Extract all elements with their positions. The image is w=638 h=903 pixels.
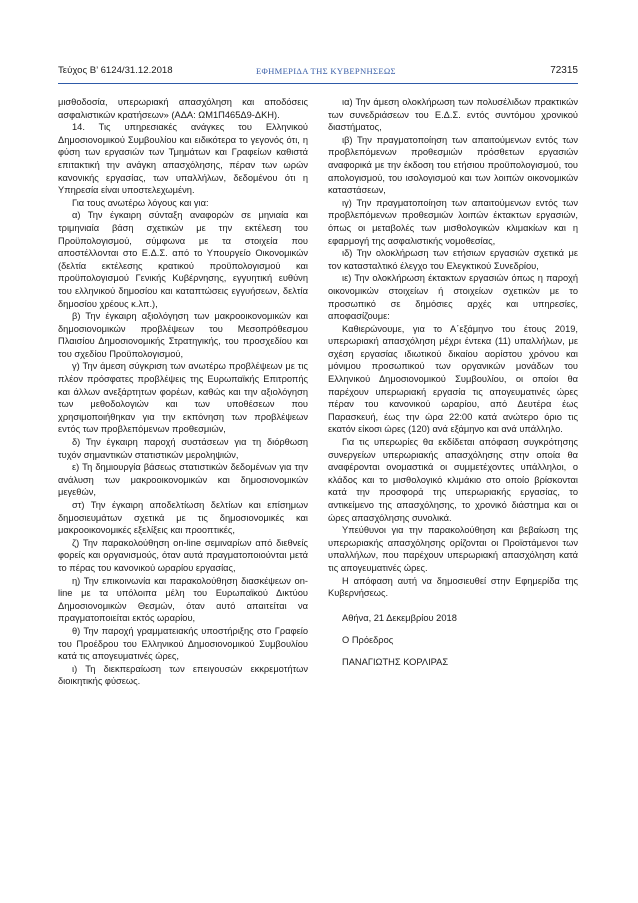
paragraph: Για τις υπερωρίες θα εκδίδεται απόφαση συγκρότησης συνεργείων υπερωριακής απασχόλησης στην οποία θα αναφέρονται ονομαστικά οι συμμετέχοντες υπάλληλοι, ο κλάδος και το μισθολογικό κλιμάκιο στο οποίο βρίσκονται κατά την προσφορά της υπερωριακής εργασίας, το αντικείμενο της απασχόλησης, το χρονικό διάστημα και οι ώρες απασχόλησης συνολικά. — [328, 437, 578, 523]
signature-block — [328, 610, 578, 670]
signature-place-date: Αθήνα, 21 Δεκεμβρίου 2018 — [342, 612, 457, 623]
paragraph: στ) Την έγκαιρη αποδελτίωση δελτίων και επίσημων δημοσιευμάτων σχετικά με τις δημοσιονομικές και μακροοικονομικές εξελίξεις και προοπτικές, — [58, 500, 308, 536]
paragraph: δ) Την έγκαιρη παροχή συστάσεων για τη διόρθωση τυχόν σημαντικών στατιστικών μεροληψιών, — [58, 437, 308, 460]
paragraph: α) Την έγκαιρη σύνταξη αναφορών σε μηνιαία και τριμηνιαία βάση σχετικών με την εκτέλεση του Προϋπολογισμού, σύμφωνα με τα στοιχεία που αποστέλλονται στο Ε.Δ.Σ. από το Υπουργείο Οικονομικών (δελτία εκτέλεσης κρατικού προϋπολογισμού και προϋπολογισμού Γενικής Κυβέρνησης, εγγυητική ευθύνη του ελληνικού δημοσίου και καταπτώσεις εγγυήσεων, δελτία δημοσίου χρέους κ.λπ.), — [58, 210, 308, 309]
paragraph: ιε) Την ολοκλήρωση έκτακτων εργασιών όπως η παροχή οικονομικών στοιχείων ή στοιχείων σχετικών με το προσωπικό σε δημόσιες αρχές και υπηρεσίες, αποφασίζουμε: — [328, 273, 578, 322]
page-number: 72315 — [550, 65, 578, 76]
paragraph: ια) Την άμεση ολοκλήρωση των πολυσέλιδων πρακτικών των συνεδριάσεων του Ε.Δ.Σ. εντός συντόμου χρονικού διαστήματος, — [328, 97, 578, 133]
signature-role: Ο Πρόεδρος — [342, 634, 394, 645]
paragraph: ιδ) Την ολοκλήρωση των ετήσιων εργασιών σχετικά με τον κατασταλτικό έλεγχο του Ελεγκτικού Συνεδρίου, — [328, 248, 578, 271]
signature-name: ΠΑΝΑΓΙΩΤΗΣ ΚΟΡΛΙΡΑΣ — [342, 656, 449, 667]
paragraph: ι) Τη διεκπεραίωση των επειγουσών εκκρεμοτήτων διοικητικής φύσεως. — [58, 663, 308, 687]
paragraph: θ) Την παροχή γραμματειακής υποστήριξης στο Γραφείο του Προέδρου του Ελληνικού Δημοσιονομικού Συμβουλίου κατά τις απογευματινές ώρες, — [58, 625, 308, 662]
paragraph: Για τους ανωτέρω λόγους και για: — [72, 197, 209, 208]
paragraph: β) Την έγκαιρη αξιολόγηση των μακροοικονομικών και δημοσιονομικών προβλέψεων του Μεσοπρόθεσμου Πλαισίου Δημοσιονομικής Στρατηγικής, του προσχεδίου και του σχεδίου Προϋπολογισμού, — [58, 311, 308, 359]
right-column — [328, 96, 578, 676]
paragraph: μισθοδοσία, υπερωριακή απασχόληση και αποδόσεις ασφαλιστικών κρατήσεων» (ΑΔΑ: ΩΜ1Π465Δ9-ΔΚΗ). — [58, 97, 308, 120]
paragraph: γ) Την άμεση σύγκριση των ανωτέρω προβλέψεων με τις πλέον πρόσφατες προβλέψεις της Ευρωπαϊκής Επιτροπής και άλλων ανεξάρτητων φορέων, καθώς και την αξιολόγηση των μεθοδολογιών και των υποθέσεων που χρησιμοποιήθηκαν για την εκπόνηση των προβλέψεων εντός των προβλεπόμενων προθεσμιών, — [58, 361, 308, 435]
gazette-title: ΕΦΗΜΕΡΙΔΑ ΤΗΣ ΚΥΒΕΡΝΗΣΕΩΣ — [256, 66, 396, 76]
paragraph: 14. Τις υπηρεσιακές ανάγκες του Ελληνικού Δημοσιονομικού Συμβουλίου και ειδικότερα το γεγονός ότι, η φύση των εργασιών των Τμημάτων και Γραφείων καθιστά επιτακτική την ανάγκη απασχόλησης, πέραν των ωρών κανονικής εργασίας, των υπαλλήλων, δεδομένου ότι η Υπηρεσία είναι υποστελεχωμένη. — [58, 122, 308, 196]
left-column — [58, 96, 308, 688]
paragraph: η) Την επικοινωνία και παρακολούθηση διασκέψεων on-line με τα υπόλοιπα μέλη του Ευρωπαϊκού Δικτύου Δημοσιονομικών Θεσμών, όταν αυτό απαιτείται να πραγματοποιείται εκτός ωραρίου, — [58, 575, 308, 624]
paragraph: Η απόφαση αυτή να δημοσιευθεί στην Εφημερίδα της Κυβερνήσεως. — [328, 575, 578, 599]
page-header — [58, 65, 578, 77]
paragraph: ε) Τη δημιουργία βάσεως στατιστικών δεδομένων για την ανάλυση των μακροοικονομικών και δημοσιονομικών μεγεθών, — [58, 462, 308, 498]
paragraph: Καθιερώνουμε, για το Α΄εξάμηνο του έτους 2019, υπερωριακή απασχόληση μέχρι έντεκα (11) υπαλλήλων, με σχέση εργασίας ιδιωτικού δικαίου αορίστου χρόνου και μόνιμου προσωπικού των οργανικών μονάδων του Ελληνικού Δημοσιονομικού Συμβουλίου, οι οποίοι θα παρέχουν υπερωριακή εργασία τις απογευματινές ώρες πέραν του κανονικού ωραρίου, από Δευτέρα έως Παρασκευή, έως την ώρα 22:00 κατά ανώτερο όριο τις εκατόν είκοσι ώρες (120) ανά εξάμηνο και ανά υπάλληλο. — [328, 323, 578, 435]
paragraph: ιγ) Την πραγματοποίηση των απαιτούμενων εντός των προβλεπόμενων προθεσμιών λοιπών έκτακτων εργασιών, όπως οι μεταβολές των μισθολογικών κλιμακίων και η εφαρμογή της ασφαλιστικής νομοθεσίας, — [328, 197, 578, 246]
header-rule — [58, 83, 578, 84]
paragraph: ιβ) Την πραγματοποίηση των απαιτούμενων εντός των προβλεπόμενων προθεσμιών πρόσθετων εργασιών αναφορικά με την έκδοση του ετήσιου προϋπολογισμού, του απολογισμού, του ισολογισμού και των λοιπών οικονομικών καταστάσεων, — [328, 134, 578, 196]
issue-label: Τεύχος B’ 6124/31.12.2018 — [58, 65, 173, 76]
paragraph: Υπεύθυνοι για την παρακολούθηση και βεβαίωση της υπερωριακής απασχόλησης ορίζονται οι Προϊστάμενοι των υπαλλήλων, που παρέχουν υπερωριακή απασχόληση κατά τις απογευματινές ώρες. — [328, 525, 578, 573]
paragraph: ζ) Την παρακολούθηση on-line σεμιναρίων από διεθνείς φορείς και οργανισμούς, όταν αυτά πραγματοποιούνται μετά το πέρας του κανονικού ωραρίου εργασίας, — [58, 537, 308, 573]
